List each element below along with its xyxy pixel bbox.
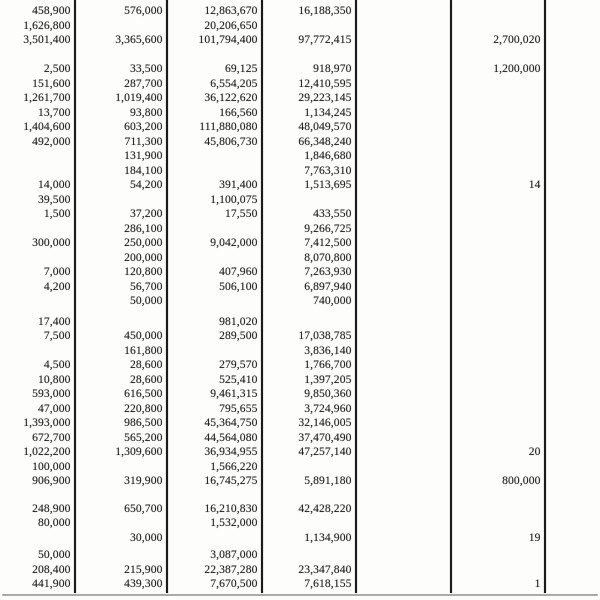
cell: 215,900: [124, 562, 163, 576]
cell: [450, 251, 544, 266]
cell: 441,900: [32, 577, 71, 590]
cell: [355, 280, 450, 295]
cell: 506,100: [219, 279, 258, 293]
cell: [355, 193, 450, 208]
table-row: [0, 373, 600, 388]
cell: [450, 135, 544, 150]
cell: 4,500: [43, 358, 71, 371]
cell: 1,309,600: [115, 445, 163, 458]
cell: 616,500: [124, 387, 163, 400]
cell: [450, 222, 544, 237]
cell: [74, 193, 166, 208]
cell: [450, 329, 544, 344]
cell: [450, 431, 544, 446]
table-row: [0, 149, 600, 164]
cell: [450, 91, 544, 106]
cell: 20,206,650: [204, 18, 258, 32]
cell: 32,146,005: [298, 416, 352, 429]
cell: [166, 222, 261, 237]
cell: [0, 222, 74, 237]
cell: 800,000: [502, 474, 541, 487]
cell: [450, 294, 544, 309]
cell: 69,125: [225, 62, 258, 75]
table-row: [0, 62, 600, 77]
cell: 1,134,900: [304, 530, 352, 544]
table-row: [0, 236, 600, 251]
cell: 458,900: [32, 4, 71, 17]
cell: 9,266,725: [304, 221, 352, 235]
cell: [355, 329, 450, 344]
table-row: [0, 251, 600, 266]
cell: 17,038,785: [298, 329, 352, 342]
cell: [355, 358, 450, 373]
cell: 14: [528, 178, 541, 191]
cell: 20: [528, 445, 541, 458]
cell: 3,836,140: [304, 343, 352, 357]
cell: [166, 48, 261, 63]
cell: [355, 106, 450, 121]
table-row: [0, 4, 600, 19]
cell: 101,794,400: [198, 33, 258, 46]
cell: 3,501,400: [23, 33, 71, 46]
cell: [450, 193, 544, 208]
cell: [355, 373, 450, 388]
cell: [355, 207, 450, 222]
cell: 14,000: [38, 178, 71, 191]
table-row: [0, 577, 600, 592]
cell: 45,806,730: [204, 134, 258, 148]
cell: 1,397,205: [304, 372, 352, 386]
table-row: [0, 531, 600, 546]
cell: 5,891,180: [304, 474, 352, 487]
cell: [450, 236, 544, 251]
table-row: [0, 402, 600, 417]
cell: [74, 19, 166, 34]
cell: 1: [534, 577, 541, 590]
cell: 56,700: [130, 279, 163, 293]
cell: [74, 48, 166, 63]
cell: 208,400: [32, 562, 71, 576]
cell: [74, 548, 166, 563]
table-row: [0, 178, 600, 193]
cell: 45,364,750: [204, 416, 258, 429]
cell: 131,900: [124, 149, 163, 162]
cell: 16,745,275: [204, 474, 258, 487]
cell: 161,800: [124, 343, 163, 357]
cell: [355, 222, 450, 237]
table-row: [0, 207, 600, 222]
cell: 906,900: [32, 474, 71, 487]
cell: 7,412,500: [304, 236, 352, 249]
table-row: [0, 106, 600, 121]
cell: 1,022,200: [23, 445, 71, 458]
cell: [261, 19, 355, 34]
cell: [261, 193, 355, 208]
cell: 407,960: [219, 265, 258, 278]
cell: 19: [528, 530, 541, 544]
cell: [355, 251, 450, 266]
cell: 10,800: [38, 372, 71, 386]
cell: 450,000: [124, 329, 163, 342]
cell: 7,618,155: [304, 577, 352, 590]
cell: 22,387,280: [204, 562, 258, 576]
cell: 184,100: [124, 163, 163, 177]
cell: 30,000: [130, 530, 163, 544]
table-row: [0, 19, 600, 34]
cell: 17,550: [225, 207, 258, 220]
cell: 39,500: [38, 192, 71, 206]
cell: [355, 62, 450, 77]
cell: 120,800: [124, 265, 163, 278]
cell: 1,626,800: [23, 18, 71, 32]
cell: 7,263,930: [304, 265, 352, 278]
cell: [74, 516, 166, 531]
table-row: [0, 358, 600, 373]
cell: [355, 265, 450, 280]
table-row: [0, 294, 600, 309]
cell: 391,400: [219, 178, 258, 191]
cell: 986,500: [124, 416, 163, 429]
cell: 289,500: [219, 329, 258, 342]
cell: [261, 460, 355, 475]
table-row: [0, 120, 600, 135]
cell: 672,700: [32, 430, 71, 444]
cell: 2,700,020: [493, 33, 541, 46]
cell: [0, 344, 74, 359]
cell: [450, 373, 544, 388]
cell: 17,400: [38, 314, 71, 328]
cell: [355, 577, 450, 592]
table-row: [0, 329, 600, 344]
table-row: [0, 265, 600, 280]
cell: [355, 120, 450, 135]
cell: [450, 280, 544, 295]
cell: [355, 460, 450, 475]
cell: 918,970: [313, 62, 352, 75]
cell: [355, 563, 450, 578]
table-row: [0, 416, 600, 431]
cell: 1,261,700: [23, 91, 71, 104]
cell: 525,410: [219, 372, 258, 386]
cell: 12,410,595: [298, 76, 352, 90]
cell: 16,188,350: [298, 4, 352, 17]
cell: 80,000: [38, 516, 71, 529]
cell: 593,000: [32, 387, 71, 400]
table-row: [0, 563, 600, 578]
table-row: [0, 280, 600, 295]
cell: [450, 265, 544, 280]
cell: [355, 294, 450, 309]
table-row: [0, 135, 600, 150]
table-row: [0, 164, 600, 179]
cell: 93,800: [130, 105, 163, 119]
cell: 9,042,000: [210, 236, 258, 249]
cell: [261, 315, 355, 330]
cell: [355, 431, 450, 446]
cell: 1,566,220: [210, 459, 258, 473]
table-body: [0, 4, 600, 592]
cell: 319,900: [124, 474, 163, 487]
table-row: [0, 431, 600, 446]
cell: 740,000: [313, 294, 352, 307]
table-row: [0, 193, 600, 208]
table-row: [0, 548, 600, 563]
cell: [0, 251, 74, 266]
cell: [261, 48, 355, 63]
cell: 576,000: [124, 4, 163, 17]
cell: 6,554,205: [210, 76, 258, 90]
cell: 100,000: [32, 459, 71, 473]
cell: [355, 19, 450, 34]
cell: [355, 502, 450, 517]
table-row: [0, 222, 600, 237]
cell: 439,300: [124, 577, 163, 590]
cell: 1,404,600: [23, 120, 71, 133]
cell: 1,200,000: [493, 62, 541, 75]
cell: 33,500: [130, 62, 163, 75]
cell: [450, 315, 544, 330]
cell: [355, 474, 450, 489]
cell: 6,897,940: [304, 279, 352, 293]
table-row: [0, 91, 600, 106]
table-row: [0, 474, 600, 489]
table-row: [0, 387, 600, 402]
cell: 7,670,500: [210, 577, 258, 590]
cell: 111,880,080: [199, 120, 258, 133]
cell: [355, 315, 450, 330]
cell: [355, 4, 450, 19]
cell: 279,570: [219, 358, 258, 371]
cell: 50,000: [130, 294, 163, 307]
cell: 433,550: [313, 207, 352, 220]
cell: [450, 387, 544, 402]
cell: [355, 178, 450, 193]
cell: 37,200: [130, 207, 163, 220]
cell: [450, 358, 544, 373]
cell: 3,724,960: [304, 401, 352, 415]
cell: [355, 33, 450, 48]
cell: 2,500: [43, 62, 71, 75]
cell: [450, 548, 544, 563]
cell: [166, 344, 261, 359]
cell: 565,200: [124, 430, 163, 444]
cell: 981,020: [219, 314, 258, 328]
cell: 1,134,245: [304, 105, 352, 119]
cell: 287,700: [124, 76, 163, 90]
table-row: [0, 460, 600, 475]
cell: 250,000: [124, 236, 163, 249]
cell: [166, 531, 261, 546]
cell: 47,257,140: [298, 445, 352, 458]
cell: [355, 91, 450, 106]
cell: [355, 445, 450, 460]
cell: [166, 164, 261, 179]
cell: 66,348,240: [298, 134, 352, 148]
cell: [450, 502, 544, 517]
cell: 603,200: [124, 120, 163, 133]
cell: 1,393,000: [23, 416, 71, 429]
cell: 166,560: [219, 105, 258, 119]
cell: [355, 135, 450, 150]
cell: 8,070,800: [304, 250, 352, 264]
cell: [0, 531, 74, 546]
table-row: [0, 502, 600, 517]
cell: [74, 460, 166, 475]
cell: [450, 48, 544, 63]
cell: 16,210,830: [204, 501, 258, 515]
cell: [450, 416, 544, 431]
cell: 9,461,315: [210, 387, 258, 400]
cell: [450, 402, 544, 417]
cell: 7,000: [43, 265, 71, 278]
cell: 248,900: [32, 501, 71, 515]
cell: [355, 548, 450, 563]
cell: 200,000: [124, 250, 163, 264]
cell: [450, 460, 544, 475]
cell: [450, 149, 544, 164]
cell: 29,223,145: [298, 91, 352, 104]
cell: [355, 387, 450, 402]
table-row: [0, 33, 600, 48]
cell: [355, 416, 450, 431]
cell: [355, 516, 450, 531]
cell: [450, 563, 544, 578]
cell: [450, 207, 544, 222]
cell: 1,500: [43, 207, 71, 220]
cell: 48,049,570: [298, 120, 352, 133]
cell: [166, 251, 261, 266]
cell: [450, 120, 544, 135]
cell: [355, 531, 450, 546]
cell: 42,428,220: [298, 501, 352, 515]
cell: 28,600: [130, 372, 163, 386]
cell: 286,100: [124, 221, 163, 235]
cell: 795,655: [219, 401, 258, 415]
cell: [450, 164, 544, 179]
cell: [0, 48, 74, 63]
cell: [450, 4, 544, 19]
table-row: [0, 48, 600, 63]
cell: 1,513,695: [304, 178, 352, 191]
cell: 711,300: [124, 134, 163, 148]
bottom-rule: [2, 594, 598, 596]
cell: 7,500: [43, 329, 71, 342]
cell: 37,470,490: [298, 430, 352, 444]
cell: 4,200: [43, 279, 71, 293]
cell: 36,934,955: [204, 445, 258, 458]
cell: 12,863,670: [204, 4, 258, 17]
cell: [355, 77, 450, 92]
cell: 47,000: [38, 401, 71, 415]
cell: [450, 344, 544, 359]
table-row: [0, 315, 600, 330]
cell: 36,122,620: [204, 91, 258, 104]
cell: 220,800: [124, 401, 163, 415]
cell: [355, 344, 450, 359]
cell: 300,000: [32, 236, 71, 249]
cell: 9,850,360: [304, 387, 352, 400]
cell: [355, 402, 450, 417]
cell: 1,019,400: [115, 91, 163, 104]
cell: 3,087,000: [210, 548, 258, 561]
cell: [355, 236, 450, 251]
cell: [261, 516, 355, 531]
cell: [0, 294, 74, 309]
cell: 54,200: [130, 178, 163, 191]
cell: 28,600: [130, 358, 163, 371]
cell: 23,347,840: [298, 562, 352, 576]
cell: 1,846,680: [304, 149, 352, 162]
table-row: [0, 516, 600, 531]
cell: 1,766,700: [304, 358, 352, 371]
cell: [166, 149, 261, 164]
table-row: [0, 445, 600, 460]
cell: [166, 294, 261, 309]
table-row: [0, 344, 600, 359]
cell: [355, 164, 450, 179]
cell: 7,763,310: [304, 163, 352, 177]
cell: [355, 48, 450, 63]
cell: [261, 548, 355, 563]
table-row: [0, 77, 600, 92]
cell: 13,700: [38, 105, 71, 119]
cell: 50,000: [38, 548, 71, 561]
cell: [0, 164, 74, 179]
cell: 97,772,415: [298, 33, 352, 46]
cell: [0, 149, 74, 164]
cell: 650,700: [124, 501, 163, 515]
cell: 44,564,080: [204, 430, 258, 444]
cell: [450, 516, 544, 531]
cell: [450, 19, 544, 34]
cell: [74, 315, 166, 330]
cell: 492,000: [32, 134, 71, 148]
cell: 151,600: [32, 76, 71, 90]
cell: [450, 106, 544, 121]
cell: 1,100,075: [210, 192, 258, 206]
cell: [355, 149, 450, 164]
cell: [450, 77, 544, 92]
cell: 1,532,000: [210, 516, 258, 529]
cell: 3,365,600: [115, 33, 163, 46]
